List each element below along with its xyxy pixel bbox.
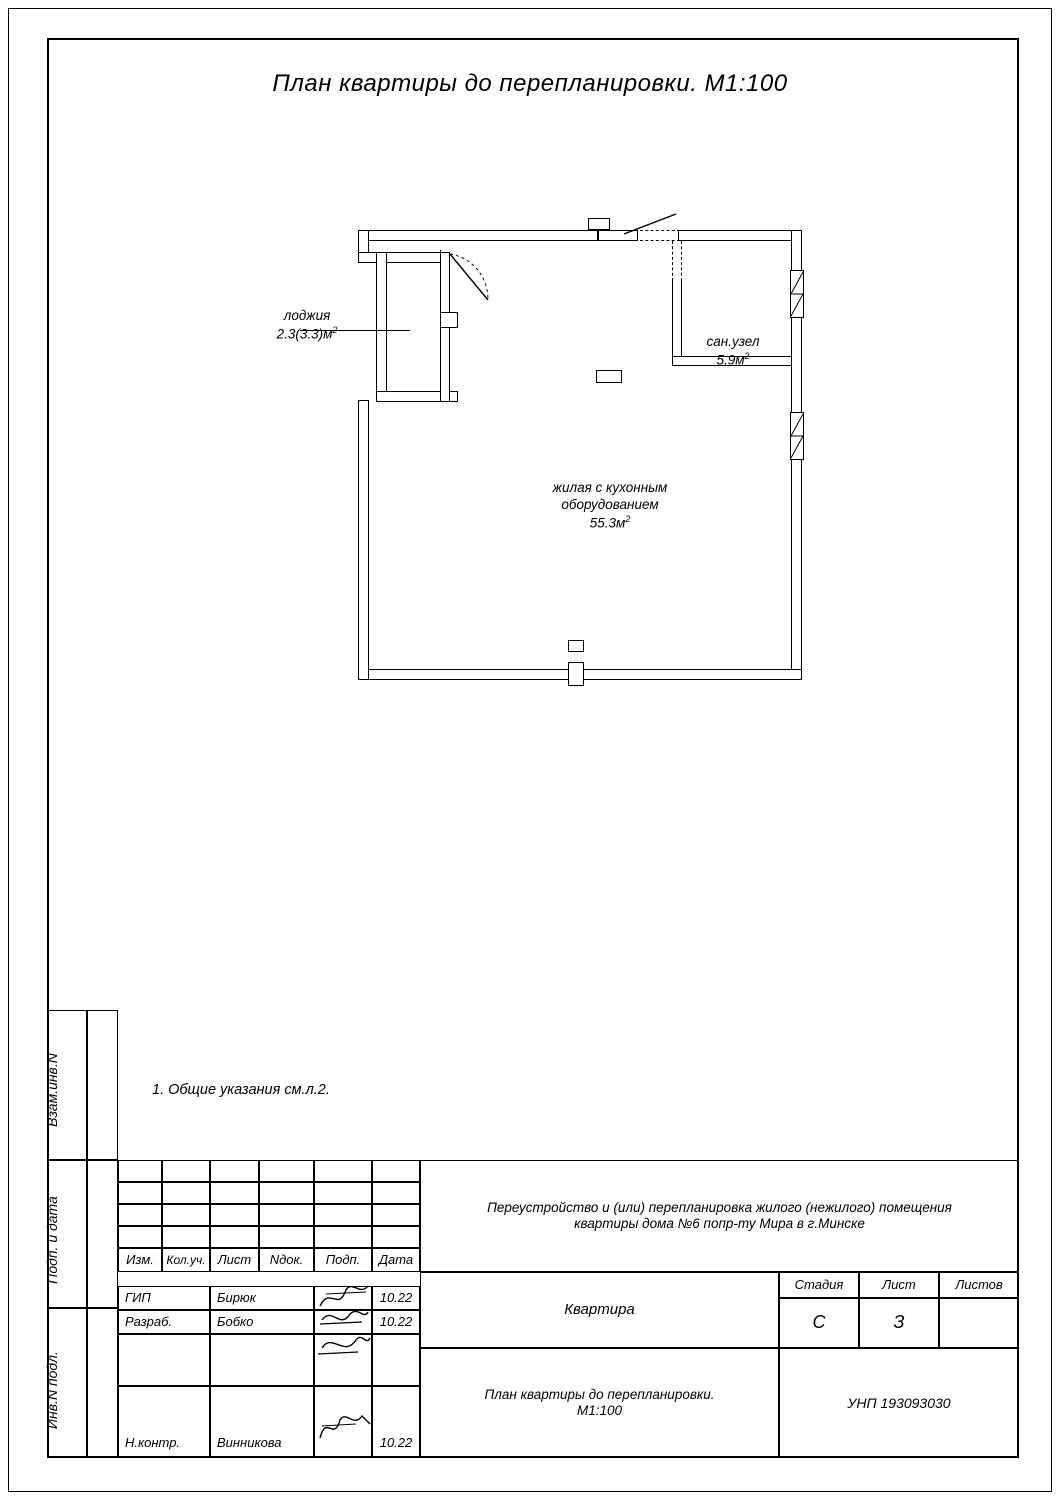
tb-empty-1-5 [372,1182,420,1204]
loggia-name: лоджия [283,308,331,323]
tb-name-razrab: Бобко [210,1310,314,1334]
tb-sheets-label: Листов [939,1272,1019,1298]
tb-name-gip: Бирюк [210,1286,314,1310]
tb-empty-1-4 [314,1182,372,1204]
tb-role-nkontr: Н.контр. [118,1386,210,1458]
room-label-wc [678,334,788,369]
loggia-sup: 2 [332,324,338,335]
window-right-upper-hatch [790,270,804,318]
label-podp-data: Подп. и дата [44,1196,60,1284]
main-room-sup: 2 [625,513,631,524]
wall-top-right [678,230,802,241]
tb-stage-label: Стадия [779,1272,859,1298]
tb-project-name [420,1160,1019,1272]
tb-stage-value: С [779,1298,859,1348]
label-inv-podl: Инв.N подл. [44,1351,60,1429]
tb-empty-0-0 [118,1160,162,1182]
tb-empty-3-1 [162,1226,210,1248]
left-box-inv-2 [87,1308,118,1458]
left-box-vzam-2 [87,1010,118,1160]
tb-role-razrab: Разраб. [118,1310,210,1334]
door-swing-wc [620,210,680,240]
tb-sheets-value [939,1298,1019,1348]
tb-col-list: Лист [210,1248,259,1272]
wc-sup: 2 [744,350,750,361]
tb-empty-1-0 [118,1182,162,1204]
main-room-line1: жилая с кухонным [552,480,668,495]
loggia-area: 2.3(3.3)м [276,326,333,342]
tb-name-empty [210,1334,314,1386]
title-block [118,1160,1019,1458]
signature-nkontr [316,1408,374,1448]
tb-date-razrab: 10.22 [372,1310,420,1334]
tb-empty-1-1 [162,1182,210,1204]
room-label-main [490,480,730,532]
tb-empty-3-5 [372,1226,420,1248]
loggia-wall-top [358,252,448,263]
tb-date-empty [372,1334,420,1386]
wc-door-opening [672,241,682,281]
project-line-1: Переустройство и (или) перепланировка жилого (нежилого) помещения [487,1199,952,1215]
project-line-2: квартиры дома №6 попр-ту Мира в г.Минске [574,1216,865,1231]
page-title: План квартиры до перепланировки. М1:100 [272,70,788,97]
tb-empty-2-2 [210,1204,259,1226]
wall-left-lower [358,400,369,680]
tb-col-ndok: Nдок. [259,1248,314,1272]
label-vzam-inv: Взам.инв.N [44,1053,60,1127]
floor-plan-drawing [276,200,860,720]
general-notes: 1. Общие указания см.л.2. [152,1082,330,1098]
tb-empty-3-3 [259,1226,314,1248]
wc-name: сан.узел [706,334,760,349]
wall-top-left [358,230,598,241]
wc-area: 5.9м [716,352,745,368]
drawing-line-2: М1:100 [576,1403,623,1418]
door-swing-loggia [448,252,508,322]
tb-col-koluch: Кол.уч. [162,1248,210,1272]
tb-empty-3-0 [118,1226,162,1248]
main-room-line2: оборудованием [561,496,659,512]
tb-empty-2-5 [372,1204,420,1226]
tb-name-nkontr: Винникова [210,1386,314,1458]
tb-object: Квартира [420,1272,779,1348]
tb-empty-0-5 [372,1160,420,1182]
tb-sheet-value: З [859,1298,939,1348]
tb-empty-3-2 [210,1226,259,1248]
fixture-main-room [596,370,622,383]
tb-date-gip: 10.22 [372,1286,420,1310]
main-room-area: 55.3м [589,515,626,531]
room-label-loggia [242,308,372,343]
wall-bottom-mullion [568,662,584,686]
tb-col-podp: Подп. [314,1248,372,1272]
tb-empty-1-3 [259,1182,314,1204]
tb-col-data: Дата [372,1248,420,1272]
tb-empty-2-4 [314,1204,372,1226]
tb-sheet-label: Лист [859,1272,939,1298]
tb-empty-3-4 [314,1226,372,1248]
tb-role-gip: ГИП [118,1286,210,1310]
drawing-line-1: План квартиры до перепланировки. [484,1386,715,1402]
tb-empty-1-2 [210,1182,259,1204]
tb-drawing-name [420,1348,779,1458]
tb-unp: УНП 193093030 [779,1348,1019,1458]
tb-empty-2-3 [259,1204,314,1226]
tb-role-empty [118,1334,210,1386]
tb-empty-2-1 [162,1204,210,1226]
signature-razrab [316,1306,372,1376]
window-right-lower-hatch [790,412,804,460]
loggia-wall-inner-left [376,252,387,402]
wall-bottom-mullion-2 [568,640,584,652]
tb-empty-0-4 [314,1160,372,1182]
tb-empty-0-3 [259,1160,314,1182]
wall-top-mullion [588,218,610,230]
loggia-opening-dashed [440,250,451,305]
tb-empty-0-2 [210,1160,259,1182]
tb-col-izm: Изм. [118,1248,162,1272]
tb-empty-2-0 [118,1204,162,1226]
left-box-podp-2 [87,1160,118,1308]
tb-date-nkontr: 10.22 [372,1386,420,1458]
tb-empty-0-1 [162,1160,210,1182]
